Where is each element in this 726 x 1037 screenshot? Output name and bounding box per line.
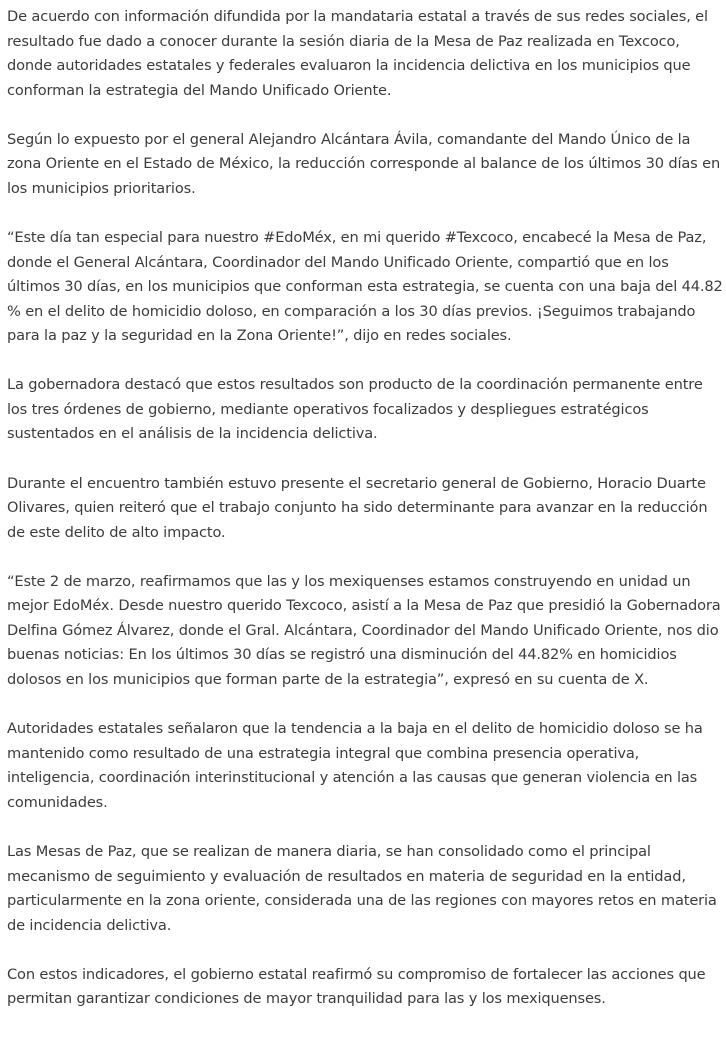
article-paragraph: “Este 2 de marzo, reafirmamos que las y los mexiquenses estamos construyendo en unidad un mejor EdoMéx. Desde nuestro querido Texcoco, asistí a la Mesa de Paz que presidió la Gobernadora Delfina Gómez Álvarez, donde el Gral. Alcántara, Coordinador del Mando Unificado Oriente, nos dio buenas noticias: En los últimos 30 días se registró una disminución del 44.82% en homicidios dolosos en los municipios que forman parte de la estrategia”, expresó en su cuenta de X. [7, 572, 721, 688]
article-paragraph: “Este día tan especial para nuestro #EdoMéx, en mi querido #Texcoco, encabecé la Mesa de Paz, donde el General Alcántara, Coordinador del Mando Unificado Oriente, compartió que en los últimos 30 días, en los municipios que conforman esta estrategia, se cuenta con una baja del 44.82 % en el delito de homicidio doloso, en comparación a los 30 días previos. ¡Seguimos trabajando para la paz y la seguridad en la Zona Oriente!”, dijo en redes sociales. [7, 229, 723, 345]
article-paragraph: De acuerdo con información difundida por la mandataria estatal a través de sus redes sociales, el resultado fue dado a conocer durante la sesión diaria de la Mesa de Paz realizada en Texcoco, donde autoridades estatales y federales evaluaron la incidencia delictiva en los municipios que conforman la estrategia del Mando Unificado Oriente. [7, 8, 708, 99]
article-paragraph: Autoridades estatales señalaron que la tendencia a la baja en el delito de homicidio doloso se ha mantenido como resultado de una estrategia integral que combina presencia operativa, inteligencia, coordinación interinstitucional y atención a las causas que generan violencia en las comunidades. [7, 720, 703, 811]
article-paragraph: Las Mesas de Paz, que se realizan de manera diaria, se han consolidado como el principal mecanismo de seguimiento y evaluación de resultados en materia de seguridad en la entidad, particularmente en la zona oriente, considerada una de las regiones con mayores retos en materia de incidencia delictiva. [7, 843, 717, 934]
article-paragraph: Durante el encuentro también estuvo presente el secretario general de Gobierno, Horacio Duarte Olivares, quien reiteró que el trabajo conjunto ha sido determinante para avanzar en la reducción de este delito de alto impacto. [7, 474, 708, 541]
article-paragraph: Con estos indicadores, el gobierno estatal reafirmó su compromiso de fortalecer las acciones que permitan garantizar condiciones de mayor tranquilidad para las y los mexiquenses. [7, 965, 706, 1008]
article-paragraph: Según lo expuesto por el general Alejandro Alcántara Ávila, comandante del Mando Único de la zona Oriente en el Estado de México, la reducción corresponde al balance de los últimos 30 días en los municipios prioritarios. [7, 130, 721, 197]
article-body [7, 0, 723, 1037]
article-paragraph: La gobernadora destacó que estos resultados son producto de la coordinación permanente entre los tres órdenes de gobierno, mediante operativos focalizados y despliegues estratégicos sustentados en el análisis de la incidencia delictiva. [7, 376, 703, 443]
